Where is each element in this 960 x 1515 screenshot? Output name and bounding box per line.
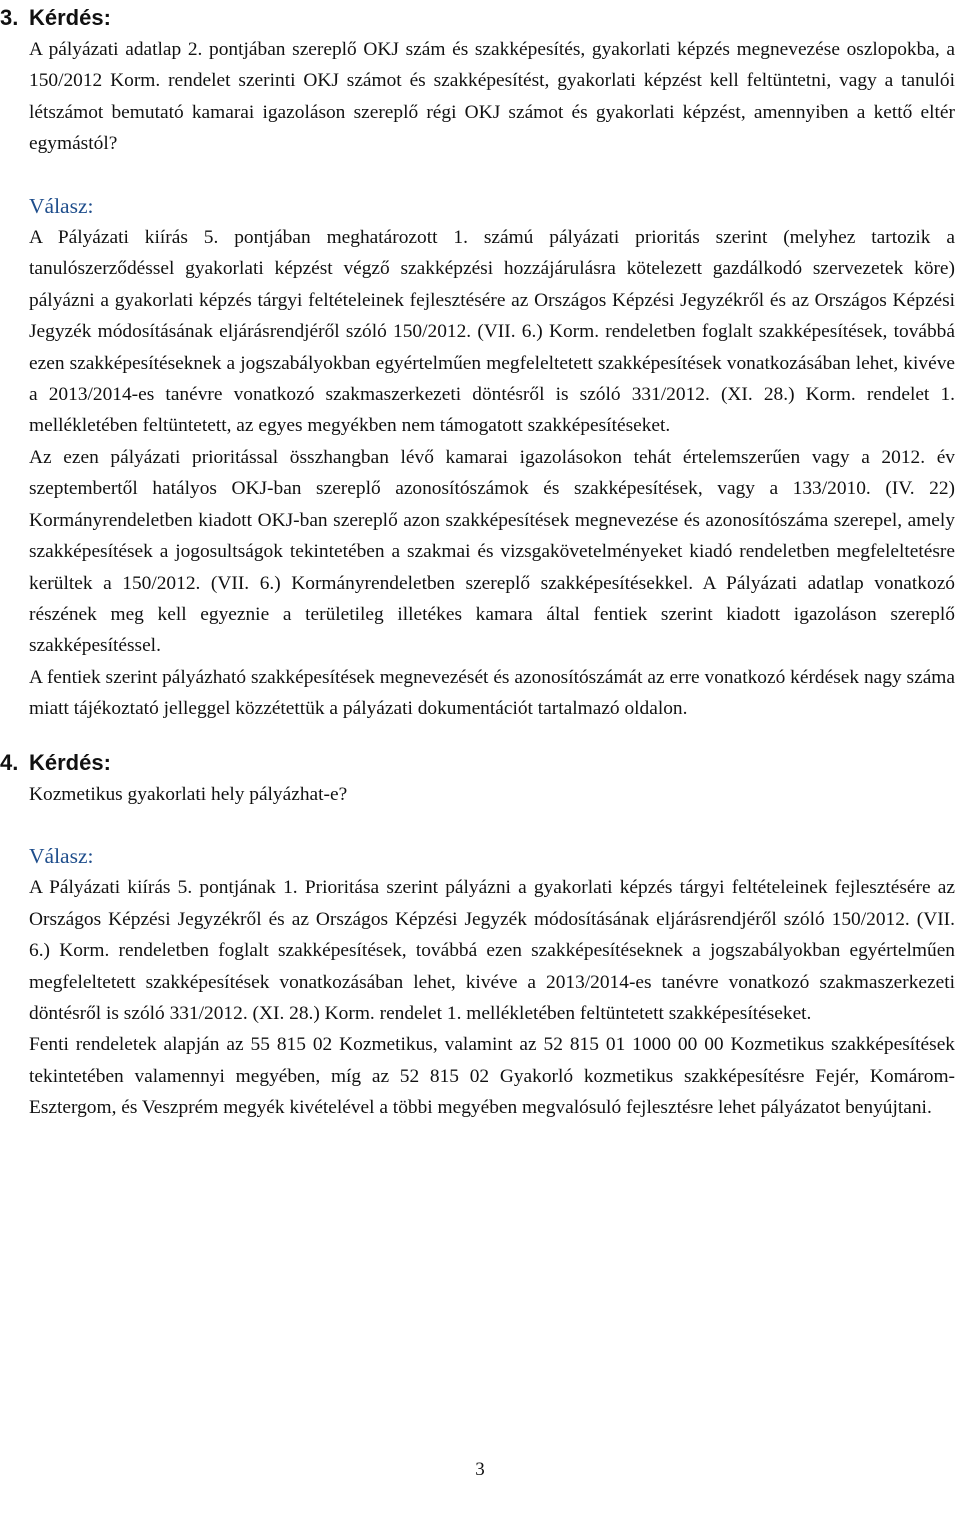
answer-label: Válasz:	[29, 193, 94, 218]
page-number: 3	[475, 1459, 485, 1480]
question-number: 4.	[0, 749, 19, 775]
question-text: A pályázati adatlap 2. pontjában szereplő OKJ szám és szakképesítés, gyakorlati képzés megnevezése oszlopokba, a 150/2012 Korm. rendelet szerinti OKJ számot és szakképesítést, gyakorlati képzést kell feltüntetni, vagy a tanulói létszámot bemutató kamarai igazoláson szereplő régi OKJ számot és gyakorlati képzést, amennyiben a kettő eltér egymástól?	[29, 39, 955, 155]
answer-paragraph: Az ezen pályázati prioritással összhangban lévő kamarai igazolásokon tehát értelemszerűen vagy a 2012. év szeptembertől hatályos OKJ-ban szereplő azonosítószámok és szakképesítések, vagy a 133/2010. (IV. 22) Kormányrendeletben kiadott OKJ-ban szereplő azon szakképesítések megnevezése és azonosítószáma szerepel, amely szakképesítések a jogosultságok tekintetében a szakmai és vizsgakövetelményeket kiadó rendeletben megfeleltetésre kerültek a 150/2012. (VII. 6.) Kormányrendeletben szereplő szakképesítésekkel. A Pályázati adatlap vonatkozó részének meg kell egyeznie a területileg illetékes kamara által fentiek szerint kiadott igazoláson szereplő szakképesítéssel.	[29, 446, 955, 657]
question-text: Kozmetikus gyakorlati hely pályázhat-e?	[29, 783, 348, 805]
answer-paragraph: A Pályázati kiírás 5. pontjának 1. Prioritása szerint pályázni a gyakorlati képzés tárgyi feltételeinek fejlesztésére az Országos Képzési Jegyzékről és az Országos Képzési Jegyzék módosításának eljárásrendjéről szóló 150/2012. (VII. 6.) Korm. rendeletben foglalt szakképesítések, továbbá ezen szakképesítéseknek a jogszabályokban egyértelműen megfeleltetett szakképesítések vonatkozásában lehet, kivéve a 2013/2014-es tanévre vonatkozó szakmaszerkezeti döntésről is szóló 331/2012. (XI. 28.) Korm. rendelet 1. mellékletében feltüntetett szakképesítéseket.	[29, 877, 955, 1024]
question-block-3	[0, 2, 955, 725]
question-label: Kérdés:	[29, 5, 111, 30]
question-number: 3.	[0, 5, 19, 30]
question-block-4	[0, 747, 955, 1124]
answer-paragraph: A Pályázati kiírás 5. pontjában meghatározott 1. számú pályázati prioritás szerint (melyhez tartozik a tanulószerződéssel gyakorlati képzést végző szakképzési hozzájárulásra kötelezett gazdálkodó szervezetek köre) pályázni a gyakorlati képzés tárgyi feltételeinek fejlesztésére az Országos Képzési Jegyzékről és az Országos Képzési Jegyzék módosításának eljárásrendjéről szóló 150/2012. (VII. 6.) Korm. rendeletben foglalt szakképesítések, továbbá ezen szakképesítéseknek a jogszabályokban egyértelműen megfeleltetett szakképesítések vonatkozásában lehet, kivéve a 2013/2014-es tanévre vonatkozó szakmaszerkezeti döntésről is szóló 331/2012. (XI. 28.) Korm. rendelet 1. mellékletében feltüntetett, az egyes megyékben nem támogatott szakképesítéseket.	[29, 227, 955, 437]
question-label: Kérdés:	[29, 749, 111, 775]
answer-paragraph: Fenti rendeletek alapján az 55 815 02 Kozmetikus, valamint az 52 815 01 1000 00 00 Kozmetikus szakképesítések tekintetében valamennyi megyében, míg az 52 815 02 Gyakorló kozmetikus szakképesítésre Fejér, Komárom-Esztergom, és Veszprém megyék kivételével a többi megyében megvalósuló fejlesztésre lehet pályázatot benyújtani.	[29, 1034, 955, 1119]
answer-label: Válasz:	[29, 843, 94, 868]
question-heading	[0, 747, 955, 779]
document-page	[0, 2, 955, 1124]
answer-paragraph: A fentiek szerint pályázható szakképesítések megnevezését és azonosítószámát az erre vonatkozó kérdések nagy száma miatt tájékoztató jelleggel közzétettük a pályázati dokumentációt tartalmazó oldalon.	[29, 666, 955, 720]
question-heading	[0, 2, 955, 34]
